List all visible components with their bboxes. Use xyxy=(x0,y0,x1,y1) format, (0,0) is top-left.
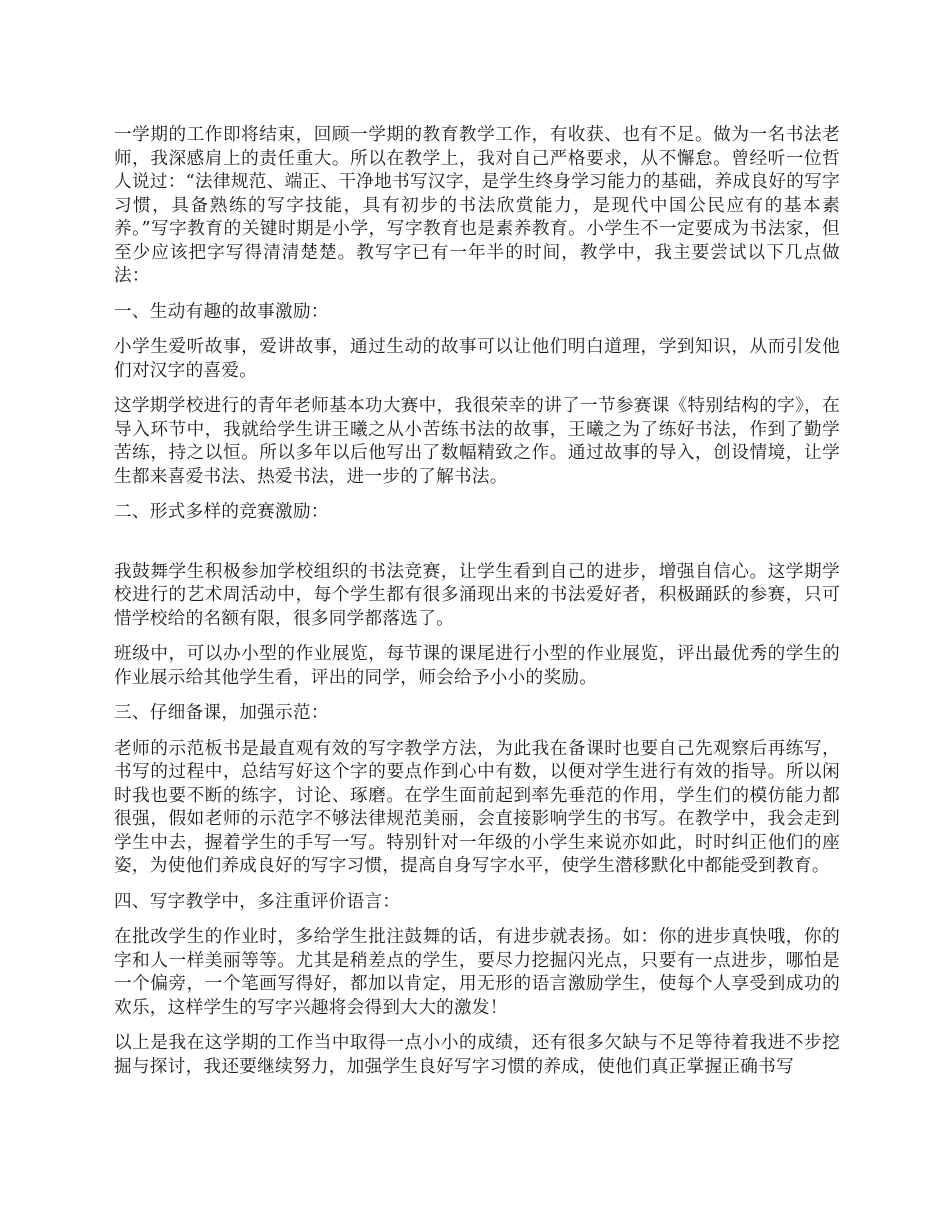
section-3-paragraph-1: 老师的示范板书是最直观有效的写字教学方法，为此我在备课时也要自己先观察后再练写，书写的过程中，总结写好这个字的要点作到心中有数，以便对学生进行有效的指导。所以闲时我也要不断的练字，讨论、琢磨。在学生面前起到率先垂范的作用，学生们的模仿能力都很强，假如老师的示范字不够法律规范美丽，会直接影响学生的书写。在教学中，我会走到学生中去，握着学生的手写一写。特别针对一年级的小学生来说亦如此，时时纠正他们的座姿，为使他们养成良好的写字习惯，提高自身写字水平，使学生潜移默化中都能受到教育。 xyxy=(114,738,840,876)
document-body xyxy=(114,124,840,1091)
intro-paragraph: 一学期的工作即将结束，回顾一学期的教育教学工作，有收获、也有不足。做为一名书法老师，我深感肩上的责任重大。所以在教学上，我对自己严格要求，从不懈怠。曾经听一位哲人说过：“法律规范、端正、干净地书写汉字，是学生终身学习能力的基础，养成良好的写字习惯，具备熟练的写字技能，具有初步的书法欣赏能力，是现代中国公民应有的基本素养。”写字教育的关键时期是小学，写字教育也是素养教育。小学生不一定要成为书法家，但至少应该把字写得清清楚楚。教写字已有一年半的时间，教学中，我主要尝试以下几点做法： xyxy=(114,125,840,286)
section-1-paragraph-2: 这学期学校进行的青年老师基本功大赛中，我很荣幸的讲了一节参赛课《特别结构的字》，在导入环节中，我就给学生讲王曦之从小苦练书法的故事，王曦之为了练好书法，作到了勤学苦练，持之以恒。所以多年以后他写出了数幅精致之作。通过故事的导入，创设情境，让学生都来喜爱书法、热爱书法，进一步的了解书法。 xyxy=(114,396,840,487)
section-heading-1: 一、生动有趣的故事激励： xyxy=(114,301,329,322)
section-1-paragraph-1: 小学生爱听故事，爱讲故事，通过生动的故事可以让他们明白道理，学到知识，从而引发他们对汉字的喜爱。 xyxy=(114,337,840,381)
section-heading-4: 四、写字教学中，多注重评价语言： xyxy=(114,891,401,912)
section-2-paragraph-1: 我鼓舞学生积极参加学校组织的书法竞赛，让学生看到自己的进步，增强自信心。这学期学校进行的艺术周活动中，每个学生都有很多涌现出来的书法爱好者，积极踊跃的参赛，只可惜学校给的名额有限，很多同学都落选了。 xyxy=(114,561,840,629)
closing-paragraph: 以上是我在这学期的工作当中取得一点小小的成绩，还有很多欠缺与不足等待着我进不步挖掘与探讨，我还要继续努力，加强学生良好写字习惯的养成，使他们真正掌握正确书写 xyxy=(114,1033,840,1077)
section-4-paragraph-1: 在批改学生的作业时，多给学生批注鼓舞的话，有进步就表扬。如：你的进步真快哦，你的字和人一样美丽等等。尤其是稍差点的学生，要尽力挖掘闪光点，只要有一点进步，哪怕是一个偏旁，一个笔画写得好，都加以肯定，用无形的语言激励学生，使每个人享受到成功的欢乐，这样学生的写字兴趣将会得到大大的激发！ xyxy=(114,927,840,1018)
section-heading-2: 二、形式多样的竞赛激励： xyxy=(114,502,329,522)
section-heading-3: 三、仔细备课，加强示范： xyxy=(114,703,329,723)
section-2-paragraph-2: 班级中，可以办小型的作业展览，每节课的课尾进行小型的作业展览，评出最优秀的学生的作业展示给其他学生看，评出的同学，师会给予小小的奖励。 xyxy=(114,644,840,688)
